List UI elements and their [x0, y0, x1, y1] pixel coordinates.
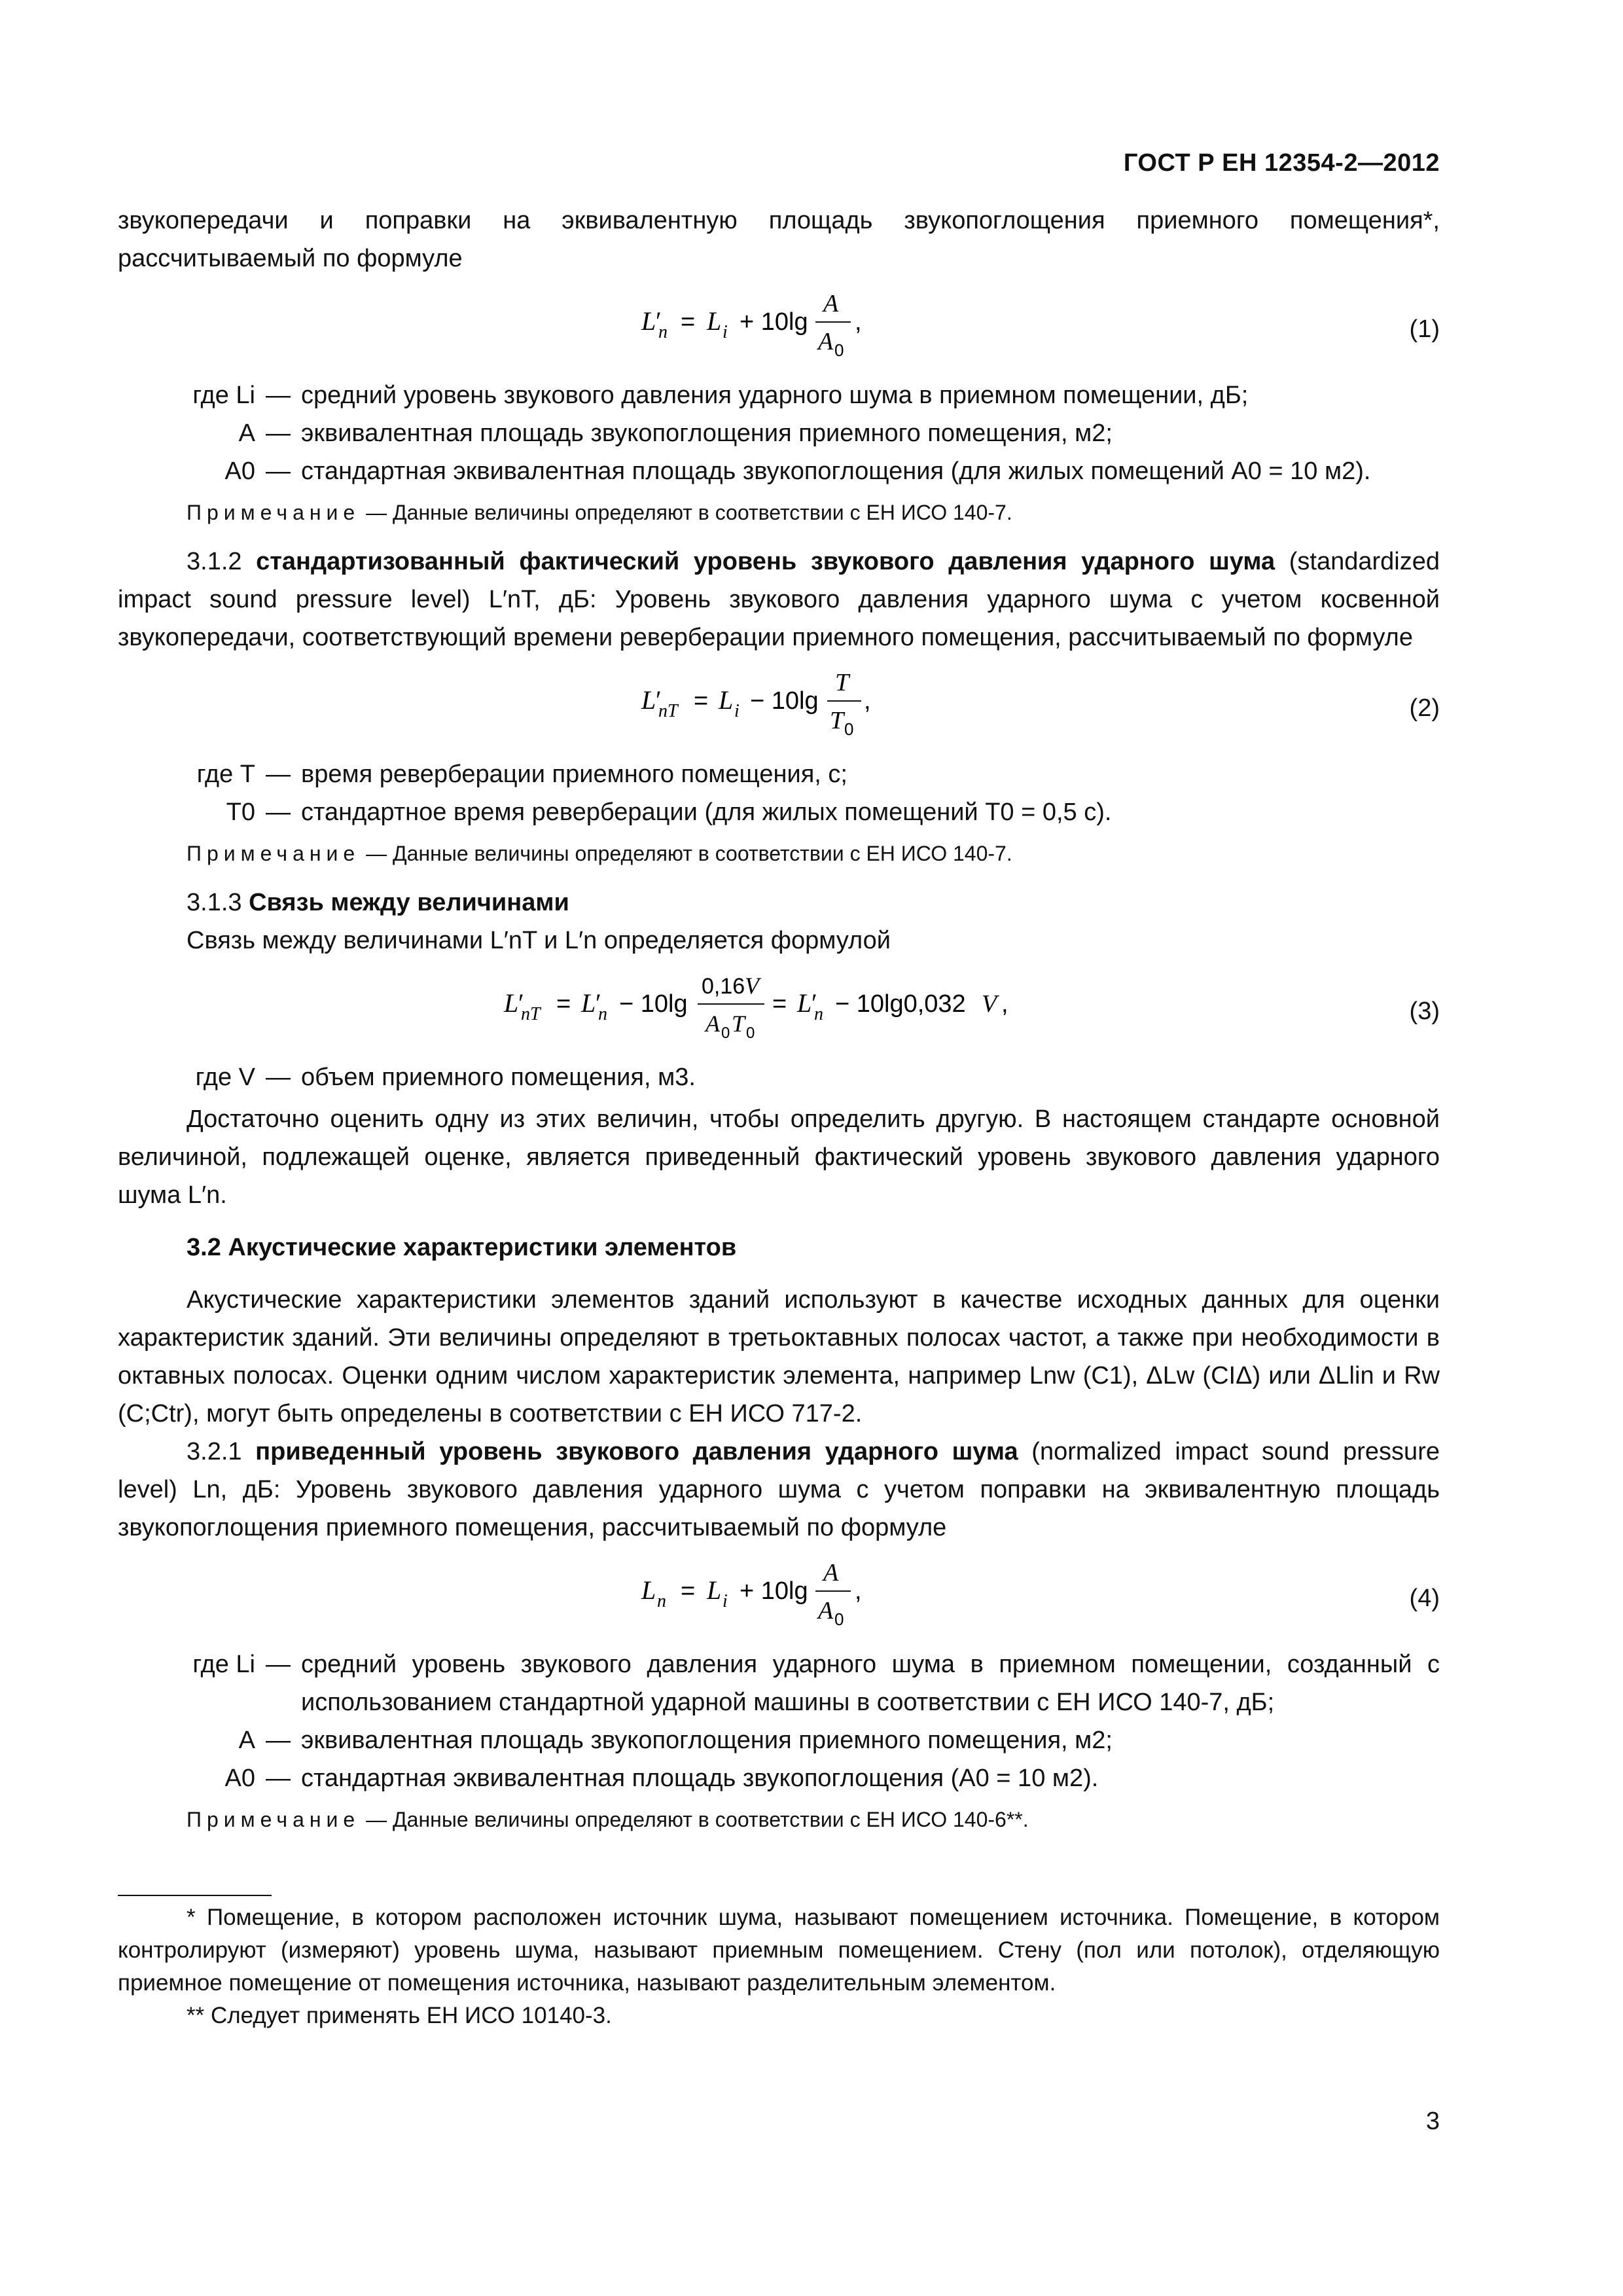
svg-text:n: n	[814, 1004, 823, 1024]
term-title: стандартизованный фактический уровень звукового давления ударного шума	[256, 548, 1275, 575]
dash: —	[266, 798, 291, 826]
formula-3-graphic	[497, 966, 1060, 1051]
note-3	[118, 1803, 1440, 1837]
term-definition: (normalized impact sound pressure level) Ln, дБ: Уровень звукового давления ударного шума с учетом поправки на эквивалентную площадь звукопоглощения приемного помещения, рассчитываемый по формуле	[118, 1438, 1440, 1541]
svg-text:+ 10lg: + 10lg	[740, 308, 808, 336]
definition-text: объем приемного помещения, м3.	[301, 1064, 696, 1091]
note-label: Примечание	[187, 1808, 361, 1831]
svg-text:,: ,	[1001, 990, 1008, 1018]
footnotes	[118, 1901, 1440, 2032]
definitions-3	[118, 1058, 1440, 1096]
svg-text:− 10lg: − 10lg	[750, 687, 819, 715]
section-number: 3.1.3	[187, 889, 242, 916]
svg-text:nT: nT	[521, 1004, 541, 1024]
note-label: Примечание	[187, 501, 361, 524]
definitions-1	[118, 376, 1440, 490]
svg-text:nT: nT	[658, 701, 678, 721]
svg-text:i: i	[722, 1591, 728, 1611]
svg-text:′: ′	[656, 306, 662, 336]
svg-text:A: A	[818, 328, 834, 355]
paragraph-sufficient	[118, 1100, 1440, 1214]
definition-symbol: A0	[224, 457, 255, 485]
svg-text:0,16: 0,16	[702, 974, 745, 999]
svg-text:=: =	[694, 687, 709, 715]
paragraph-intro-text: звукопередачи и поправки на эквивалентную площадь звукопоглощения приемного помещения*, рассчитываемый по формуле	[118, 207, 1440, 272]
section-3-1-2	[118, 543, 1440, 656]
formula-2-graphic	[635, 663, 923, 748]
svg-text:=: =	[681, 1577, 696, 1605]
document-body	[118, 202, 1440, 1850]
svg-text:L: L	[797, 988, 812, 1018]
paragraph-intro	[118, 202, 1440, 278]
svg-text:′: ′	[518, 988, 524, 1018]
definition-row	[118, 1759, 1440, 1797]
note-text: — Данные величины определяют в соответствии с ЕН ИСО 140-6**.	[366, 1808, 1029, 1831]
svg-text:V: V	[745, 973, 759, 999]
svg-text:V: V	[982, 990, 997, 1018]
definition-text: средний уровень звукового давления ударного шума в приемном помещении, дБ;	[301, 382, 1249, 409]
svg-text:n: n	[598, 1004, 607, 1024]
definitions-2	[118, 755, 1440, 831]
definition-row	[118, 755, 1440, 793]
note-2	[118, 836, 1440, 870]
dash: —	[266, 1064, 291, 1091]
svg-text:′: ′	[656, 685, 662, 715]
svg-text:− 10lg0,032: − 10lg0,032	[835, 990, 966, 1018]
definition-text: эквивалентная площадь звукопоглощения приемного помещения, м2;	[301, 1727, 1113, 1754]
dash: —	[266, 1765, 291, 1792]
definition-symbol: A	[238, 420, 255, 447]
formula-1-graphic	[635, 284, 923, 369]
definition-row	[118, 1721, 1440, 1759]
definition-row	[118, 793, 1440, 831]
paragraph-sufficient-text: Достаточно оценить одну из этих величин, чтобы определить другую. В настоящем стандарте основной величиной, подлежащей оценке, является приведенный фактический уровень звукового давления ударного шума L′n.	[118, 1105, 1440, 1209]
svg-text:T: T	[835, 669, 849, 696]
svg-text:,: ,	[864, 687, 871, 715]
definition-row	[118, 452, 1440, 490]
formula-3	[118, 966, 1440, 1054]
svg-text:L: L	[581, 988, 596, 1018]
section-3-2-heading	[118, 1229, 1440, 1266]
paragraph-acoustic-text: Акустические характеристики элементов зданий используют в качестве исходных данных для оценки характеристик зданий. Эти величины определяют в третьоктавных полосах частот, а также при необходимости в октавных полосах. Оценки одним числом характеристик элемента, например Lnw (C1), ΔLw (CIΔ) или ΔLlin и Rw (C;Ctr), могут быть определены в соответствии с ЕН ИСО 717-2.	[118, 1286, 1440, 1427]
svg-text:0: 0	[834, 1609, 844, 1629]
note-1	[118, 495, 1440, 529]
svg-text:A: A	[705, 1011, 720, 1037]
standard-header: ГОСТ Р ЕН 12354-2—2012	[1123, 149, 1440, 177]
footnote: ** Следует применять ЕН ИСО 10140-3.	[187, 2003, 612, 2028]
svg-text:L: L	[641, 1575, 656, 1605]
svg-text:n: n	[657, 1591, 666, 1611]
svg-text:0: 0	[844, 719, 854, 739]
svg-text:n: n	[658, 322, 668, 342]
term-definition: (standardized impact sound pressure level) L′nT, дБ: Уровень звукового давления ударного шума с учетом косвенной звукопередачи, соответствующий времени реверберации приемного помещения, рассчитываемый по формуле	[118, 548, 1440, 651]
definition-symbol: где Li	[192, 382, 255, 409]
definition-row	[118, 1058, 1440, 1096]
section-3-1-3	[118, 884, 1440, 922]
svg-text:A: A	[823, 290, 839, 317]
definition-text: стандартная эквивалентная площадь звукопоглощения (для жилых помещений A0 = 10 м2).	[301, 457, 1371, 485]
term-title: приведенный уровень звукового давления ударного шума	[255, 1438, 1018, 1465]
svg-text:A: A	[818, 1597, 834, 1624]
svg-text:0: 0	[746, 1024, 755, 1042]
definition-row	[118, 1645, 1440, 1721]
svg-text:=: =	[772, 990, 787, 1018]
dash: —	[266, 420, 291, 447]
formula-1-number: (1)	[1409, 315, 1440, 343]
svg-text:i: i	[734, 701, 740, 721]
definition-symbol: A	[238, 1727, 255, 1754]
dash: —	[266, 1651, 291, 1678]
footnote: * Помещение, в котором расположен источник шума, называют помещением источника. Помещение, в котором контролируют (измеряют) уровень шума, называют приемным помещением. Стену (пол или потолок), отделяющую приемное помещение от помещения источника, называют разделительным элементом.	[118, 1905, 1440, 1996]
svg-text:,: ,	[855, 1577, 862, 1605]
definition-text: эквивалентная площадь звукопоглощения приемного помещения, м2;	[301, 420, 1113, 447]
definition-row	[118, 414, 1440, 452]
svg-text:=: =	[681, 308, 696, 336]
relation-line	[118, 922, 1440, 960]
note-text: — Данные величины определяют в соответствии с ЕН ИСО 140-7.	[366, 501, 1012, 524]
dash: —	[266, 382, 291, 409]
formula-2-number: (2)	[1409, 694, 1440, 722]
dash: —	[266, 457, 291, 485]
definition-symbol: T0	[226, 798, 255, 826]
dash: —	[266, 1727, 291, 1754]
paragraph-acoustic	[118, 1281, 1440, 1433]
footnote-separator	[118, 1895, 272, 1896]
relation-text: Связь между величинами L′nT и L′n определяется формулой	[187, 927, 891, 954]
svg-text:L: L	[641, 685, 656, 715]
svg-text:L: L	[719, 685, 734, 715]
formula-2	[118, 663, 1440, 751]
svg-text:i: i	[722, 322, 728, 342]
note-label: Примечание	[187, 842, 361, 865]
svg-text:L: L	[707, 306, 722, 336]
svg-text:0: 0	[721, 1024, 730, 1042]
definition-symbol: A0	[224, 1765, 255, 1792]
page-number: 3	[1425, 2108, 1440, 2135]
formula-1	[118, 284, 1440, 372]
definition-text: стандартная эквивалентная площадь звукопоглощения (A0 = 10 м2).	[301, 1765, 1099, 1792]
definition-text: время реверберации приемного помещения, с;	[301, 761, 847, 788]
svg-text:+ 10lg: + 10lg	[740, 1577, 808, 1605]
definition-symbol: где Li	[192, 1651, 255, 1678]
svg-text:=: =	[556, 990, 571, 1018]
svg-text:T: T	[732, 1011, 745, 1037]
svg-text:T: T	[830, 707, 844, 734]
definition-row	[118, 376, 1440, 414]
section-number: 3.2	[187, 1234, 221, 1261]
svg-text:L: L	[641, 306, 656, 336]
dash: —	[266, 761, 291, 788]
svg-text:′: ′	[812, 988, 817, 1018]
definitions-4	[118, 1645, 1440, 1797]
section-number: 3.2.1	[187, 1438, 242, 1465]
formula-3-number: (3)	[1409, 997, 1440, 1025]
svg-text:− 10lg: − 10lg	[619, 990, 688, 1018]
svg-text:0: 0	[834, 340, 844, 360]
svg-text:A: A	[823, 1559, 839, 1587]
note-text: — Данные величины определяют в соответствии с ЕН ИСО 140-7.	[366, 842, 1012, 865]
definition-text: средний уровень звукового давления ударного шума в приемном помещении, созданный с использованием стандартной ударной машины в соответствии с ЕН ИСО 140-7, дБ;	[301, 1651, 1440, 1716]
svg-text:L: L	[504, 988, 519, 1018]
section-title: Связь между величинами	[249, 889, 569, 916]
formula-4	[118, 1553, 1440, 1641]
formula-4-graphic	[635, 1553, 923, 1638]
section-number: 3.1.2	[187, 548, 242, 575]
section-title: Акустические характеристики элементов	[228, 1234, 737, 1261]
formula-4-number: (4)	[1409, 1585, 1440, 1612]
definition-symbol: где V	[195, 1064, 255, 1091]
definition-symbol: где T	[196, 761, 255, 788]
svg-text:L: L	[707, 1575, 722, 1605]
definition-text: стандартное время реверберации (для жилых помещений T0 = 0,5 с).	[301, 798, 1112, 826]
section-3-2-1	[118, 1433, 1440, 1547]
svg-text:,: ,	[855, 308, 862, 336]
svg-text:′: ′	[596, 988, 601, 1018]
